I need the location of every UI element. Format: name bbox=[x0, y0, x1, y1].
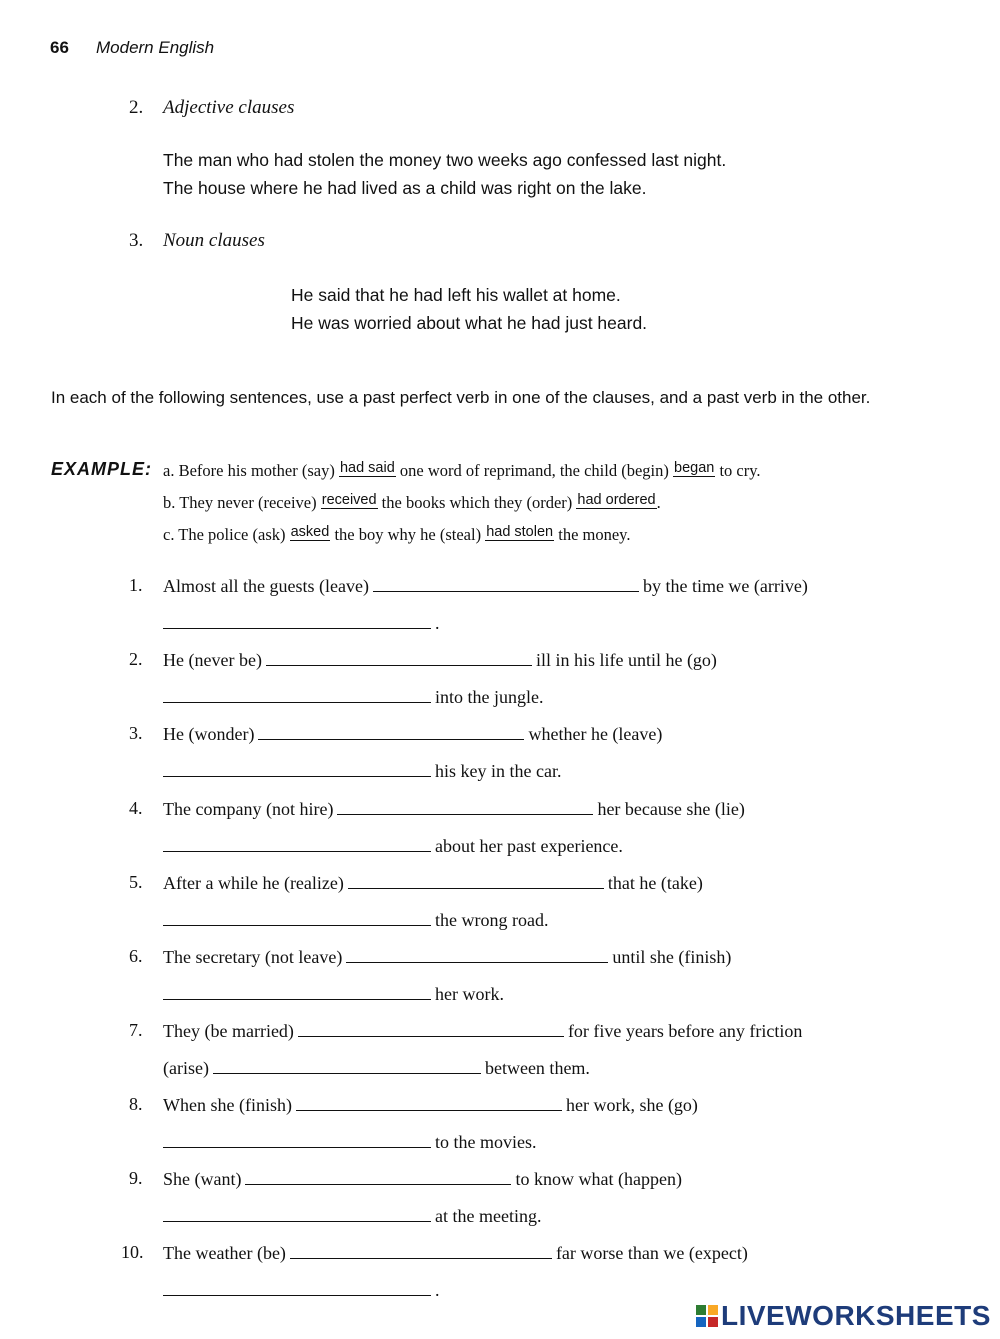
question-text: She (want) bbox=[163, 1169, 242, 1189]
question-line bbox=[163, 686, 543, 708]
question-text: her work. bbox=[435, 984, 504, 1004]
question-line bbox=[163, 1279, 440, 1301]
question-text: The secretary (not leave) bbox=[163, 947, 343, 967]
question-line bbox=[163, 760, 561, 782]
example-text: to cry. bbox=[719, 461, 761, 480]
example-answer: had ordered bbox=[577, 492, 656, 508]
answer-blank[interactable] bbox=[163, 1205, 431, 1222]
answer-blank[interactable] bbox=[163, 983, 431, 1000]
example-answer: had stolen bbox=[486, 524, 554, 540]
example-letter: a. bbox=[163, 461, 175, 480]
section-title: Adjective clauses bbox=[163, 97, 295, 118]
question-text: into the jungle. bbox=[435, 687, 544, 707]
section-title: Noun clauses bbox=[163, 230, 265, 251]
question-number: 6. bbox=[129, 946, 143, 966]
question-line bbox=[163, 1020, 802, 1042]
example-answer: received bbox=[321, 492, 377, 508]
question-number: 8. bbox=[129, 1094, 143, 1114]
question-text: When she (finish) bbox=[163, 1095, 292, 1115]
example-sentence: He said that he had left his wallet at home. bbox=[291, 285, 621, 305]
question-number: 4. bbox=[129, 798, 143, 818]
answer-blank[interactable] bbox=[163, 760, 431, 777]
example-text: the books which they (order) bbox=[381, 493, 573, 512]
question-line bbox=[163, 723, 662, 745]
question-text: to the movies. bbox=[435, 1132, 537, 1152]
question-text: until she (finish) bbox=[612, 947, 732, 967]
example-text: . bbox=[656, 493, 661, 512]
example-line bbox=[163, 493, 661, 513]
question-text: the wrong road. bbox=[435, 910, 549, 930]
example-answer: began bbox=[674, 460, 715, 476]
question-text: that he (take) bbox=[607, 873, 703, 893]
section-number: 3. bbox=[129, 230, 144, 251]
answer-blank[interactable] bbox=[290, 1242, 552, 1259]
question-text: He (never be) bbox=[163, 650, 262, 670]
answer-blank[interactable] bbox=[296, 1094, 562, 1111]
question-text: her because she (lie) bbox=[597, 799, 745, 819]
example-line bbox=[163, 461, 761, 481]
question-line bbox=[163, 872, 703, 894]
section-number: 2. bbox=[129, 97, 144, 118]
example-sentence: The man who had stolen the money two weeks ago confessed last night. bbox=[163, 150, 727, 170]
question-line bbox=[163, 946, 731, 968]
question-text: The weather (be) bbox=[163, 1243, 286, 1263]
question-line bbox=[163, 798, 745, 820]
question-text: Almost all the guests (leave) bbox=[163, 576, 369, 596]
answer-blank[interactable] bbox=[258, 723, 524, 740]
example-text: They never (receive) bbox=[179, 493, 317, 512]
example-text: The police (ask) bbox=[178, 525, 286, 544]
question-text: to know what (happen) bbox=[515, 1169, 682, 1189]
example-letter: c. bbox=[163, 525, 175, 544]
question-line bbox=[163, 1205, 541, 1227]
question-text: between them. bbox=[484, 1058, 590, 1078]
question-line bbox=[163, 649, 717, 671]
answer-blank[interactable] bbox=[163, 1279, 431, 1296]
question-number: 9. bbox=[129, 1168, 143, 1188]
answer-blank[interactable] bbox=[266, 649, 532, 666]
answer-blank[interactable] bbox=[373, 575, 639, 592]
example-text: the money. bbox=[558, 525, 631, 544]
question-number: 5. bbox=[129, 872, 143, 892]
question-text: far worse than we (expect) bbox=[555, 1243, 748, 1263]
question-line bbox=[163, 612, 440, 634]
question-line bbox=[163, 1057, 590, 1079]
question-text: . bbox=[435, 1280, 440, 1300]
example-label: EXAMPLE: bbox=[51, 459, 153, 479]
question-number: 7. bbox=[129, 1020, 143, 1040]
question-text: . bbox=[435, 613, 440, 633]
example-text: one word of reprimand, the child (begin) bbox=[399, 461, 669, 480]
answer-blank[interactable] bbox=[337, 798, 593, 815]
question-line bbox=[163, 1168, 682, 1190]
question-line bbox=[163, 909, 548, 931]
example-text: Before his mother (say) bbox=[178, 461, 335, 480]
liveworksheets-logo-icon bbox=[696, 1305, 718, 1327]
question-text: about her past experience. bbox=[435, 836, 623, 856]
question-line bbox=[163, 1242, 748, 1264]
watermark-text: LIVEWORKSHEETS bbox=[721, 1300, 991, 1331]
answer-blank[interactable] bbox=[348, 872, 604, 889]
example-answer: asked bbox=[290, 524, 330, 540]
question-text: her work, she (go) bbox=[565, 1095, 698, 1115]
question-text: After a while he (realize) bbox=[163, 873, 344, 893]
answer-blank[interactable] bbox=[245, 1168, 511, 1185]
answer-blank[interactable] bbox=[163, 1131, 431, 1148]
question-text: whether he (leave) bbox=[528, 724, 663, 744]
example-answer: had said bbox=[339, 460, 395, 476]
answer-blank[interactable] bbox=[298, 1020, 564, 1037]
question-text: The company (not hire) bbox=[163, 799, 334, 819]
answer-blank[interactable] bbox=[346, 946, 608, 963]
question-number: 3. bbox=[129, 723, 143, 743]
instructions: In each of the following sentences, use a past perfect verb in one of the clauses, and a past verb in the other. bbox=[51, 388, 871, 407]
question-text: He (wonder) bbox=[163, 724, 255, 744]
question-text: (arise) bbox=[163, 1058, 209, 1078]
answer-blank[interactable] bbox=[163, 612, 431, 629]
answer-blank[interactable] bbox=[163, 835, 431, 852]
question-number: 2. bbox=[129, 649, 143, 669]
answer-blank[interactable] bbox=[163, 909, 431, 926]
question-text: by the time we (arrive) bbox=[642, 576, 808, 596]
example-text: the boy why he (steal) bbox=[334, 525, 482, 544]
example-line bbox=[163, 525, 630, 545]
question-number: 1. bbox=[129, 575, 143, 595]
question-text: his key in the car. bbox=[435, 761, 562, 781]
answer-blank[interactable] bbox=[213, 1057, 481, 1074]
answer-blank[interactable] bbox=[163, 686, 431, 703]
question-line bbox=[163, 1131, 537, 1153]
watermark bbox=[696, 1300, 991, 1332]
question-line bbox=[163, 1094, 698, 1116]
book-title: Modern English bbox=[96, 38, 215, 57]
question-number: 10. bbox=[121, 1242, 144, 1262]
example-sentence: He was worried about what he had just heard. bbox=[291, 313, 648, 333]
question-line bbox=[163, 835, 623, 857]
page-number: 66 bbox=[50, 38, 69, 57]
question-text: for five years before any friction bbox=[567, 1021, 803, 1041]
question-text: ill in his life until he (go) bbox=[535, 650, 717, 670]
question-line bbox=[163, 575, 808, 597]
example-letter: b. bbox=[163, 493, 176, 512]
question-text: They (be married) bbox=[163, 1021, 294, 1041]
example-sentence: The house where he had lived as a child was right on the lake. bbox=[163, 178, 647, 198]
question-line bbox=[163, 983, 504, 1005]
question-text: at the meeting. bbox=[435, 1206, 542, 1226]
